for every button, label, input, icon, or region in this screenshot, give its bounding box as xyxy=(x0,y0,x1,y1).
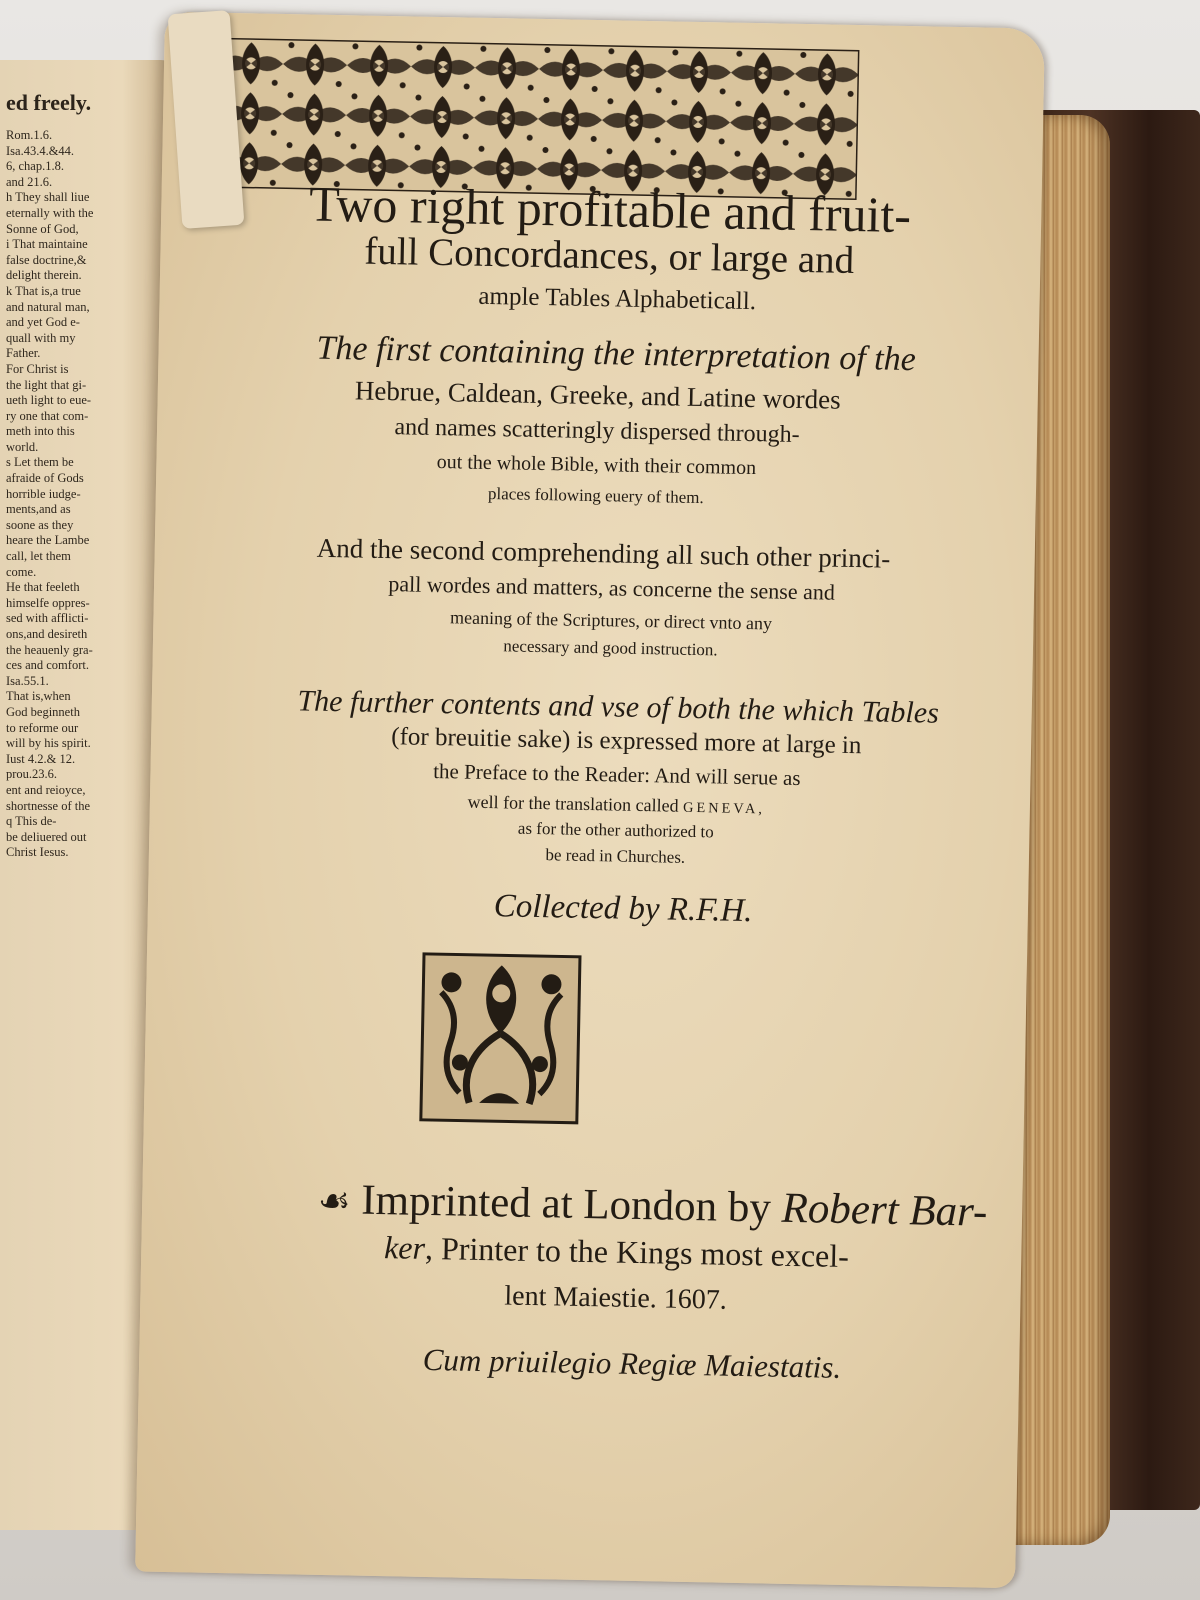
marginal-note: ons,and desireth xyxy=(6,627,88,641)
imprint-printer-name: Robert Bar- xyxy=(781,1184,988,1236)
marginal-note: be deliuered out xyxy=(6,829,87,844)
marginal-note: Iust 4.2.& 12. xyxy=(6,751,76,766)
third-para-line-4-text: well for the translation called xyxy=(467,791,684,816)
left-running-head: ed freely. xyxy=(6,90,92,115)
marginal-note: meth into this xyxy=(6,424,75,439)
title-line-2: full Concordances, or large and xyxy=(363,229,855,282)
second-para-line-2: pall wordes and matters, as concerne the sense and xyxy=(388,571,836,605)
marginal-note: prou.23.6. xyxy=(6,767,58,782)
marginal-note: Isa.55.1. xyxy=(6,673,49,688)
marginal-note: and yet God e- xyxy=(6,315,80,330)
title-page xyxy=(135,12,1045,1589)
first-para-line-4: places following euery of them. xyxy=(487,483,704,508)
marginal-note: ry one that com- xyxy=(6,408,89,423)
collected-by: Collected by R.F.H. xyxy=(493,888,753,930)
imprint-printer-name-end: ker xyxy=(383,1229,426,1266)
third-para-line-2: (for breuitie sake) is expressed more at large in xyxy=(391,723,862,760)
marginal-note: Christ Iesus. xyxy=(6,845,69,860)
marginal-note: God beginneth xyxy=(6,704,80,719)
privilege-statement: Cum priuilegio Regiæ Maiestatis. xyxy=(422,1341,842,1385)
marginal-note: Rom.1.6. xyxy=(6,128,53,142)
marginal-note: ces and comfort. xyxy=(6,658,89,673)
marginal-note: call, let them xyxy=(6,549,71,564)
marginal-note: ent and reioyce, xyxy=(6,782,86,797)
second-para-line-4: necessary and good instruction. xyxy=(503,636,718,660)
marginal-note: delight therein. xyxy=(6,268,82,283)
marginal-note: That is,when xyxy=(6,689,71,704)
marginal-note: ueth light to eue- xyxy=(6,393,92,408)
title-line-3: ample Tables Alphabeticall. xyxy=(478,282,757,316)
marginal-note: Isa.43.4.&44. xyxy=(6,143,75,158)
marginal-note: heare the Lambe xyxy=(6,533,90,548)
marginal-note: He that feeleth xyxy=(6,580,80,595)
marginal-note: himselfe oppres- xyxy=(6,595,90,610)
first-para-line-1: Hebrue, Caldean, Greeke, and Latine wordes xyxy=(354,375,841,415)
marginal-note: quall with my xyxy=(6,330,76,345)
marginal-note: to reforme our xyxy=(6,720,79,735)
third-para-line-3: the Preface to the Reader: And will serue as xyxy=(433,758,801,791)
third-para-lead: The further contents and vse of both the which Tables xyxy=(297,684,940,730)
marginal-note: sed with afflicti- xyxy=(6,611,89,626)
printers-mark-icon: ☙ xyxy=(317,1179,351,1222)
marginal-note: s Let them be xyxy=(6,455,74,470)
marginal-note: afraide of Gods xyxy=(6,471,84,486)
second-para-line-3: meaning of the Scriptures, or direct vnto any xyxy=(449,607,773,634)
marginal-note: 6, chap.1.8. xyxy=(6,159,64,174)
marginal-note: q This de- xyxy=(6,814,57,829)
third-para-line-5: as for the other authorized to xyxy=(517,818,714,842)
marginal-note: Father. xyxy=(6,346,41,361)
marginal-note: For Christ is xyxy=(6,361,69,376)
imprint-line-2 xyxy=(384,1229,849,1275)
first-para-line-3: out the whole Bible, with their common xyxy=(436,450,757,480)
marginal-note: soone as they xyxy=(6,517,74,532)
imprint-place: Imprinted at London by xyxy=(360,1176,783,1232)
marginal-note: and natural man, xyxy=(6,299,90,314)
marginal-note: false doctrine,& xyxy=(6,252,87,267)
first-para-line-2: and names scatteringly dispersed through- xyxy=(394,414,800,448)
marginal-note: world. xyxy=(6,439,39,454)
third-para-line-4 xyxy=(467,792,765,819)
marginal-note: horrible iudge- xyxy=(6,486,81,501)
marginal-note: the heauenly gra- xyxy=(6,642,93,657)
imprint-line-1 xyxy=(317,1175,987,1237)
marginal-note: come. xyxy=(6,564,37,579)
second-para-line-1: And the second comprehending all such other princi- xyxy=(316,532,891,574)
first-para-lead: The first containing the interpretation of the xyxy=(316,329,917,379)
marginal-note: k That is,a true xyxy=(6,283,81,298)
floral-printers-ornament xyxy=(419,952,582,1125)
marginal-note: eternally with the xyxy=(6,205,94,220)
marginal-note: will by his spirit. xyxy=(6,736,91,751)
imprint-line-3: lent Maiestie. 1607. xyxy=(504,1280,728,1316)
third-para-line-6: be read in Churches. xyxy=(545,845,686,867)
geneva-label: GENEVA, xyxy=(682,799,766,818)
marginal-notes xyxy=(6,128,121,861)
title-line-1: Two right profitable and fruit- xyxy=(308,175,912,244)
marginal-note: i That maintaine xyxy=(6,237,88,252)
marginal-note: the light that gi- xyxy=(6,377,87,392)
marginal-note: h They shall liue xyxy=(6,190,90,205)
marginal-note: ments,and as xyxy=(6,502,71,517)
imprint-title: , Printer to the Kings most excel- xyxy=(424,1229,850,1275)
marginal-note: shortnesse of the xyxy=(6,798,91,813)
marginal-note: Sonne of God, xyxy=(6,221,79,236)
marginal-note: and 21.6. xyxy=(6,174,53,189)
